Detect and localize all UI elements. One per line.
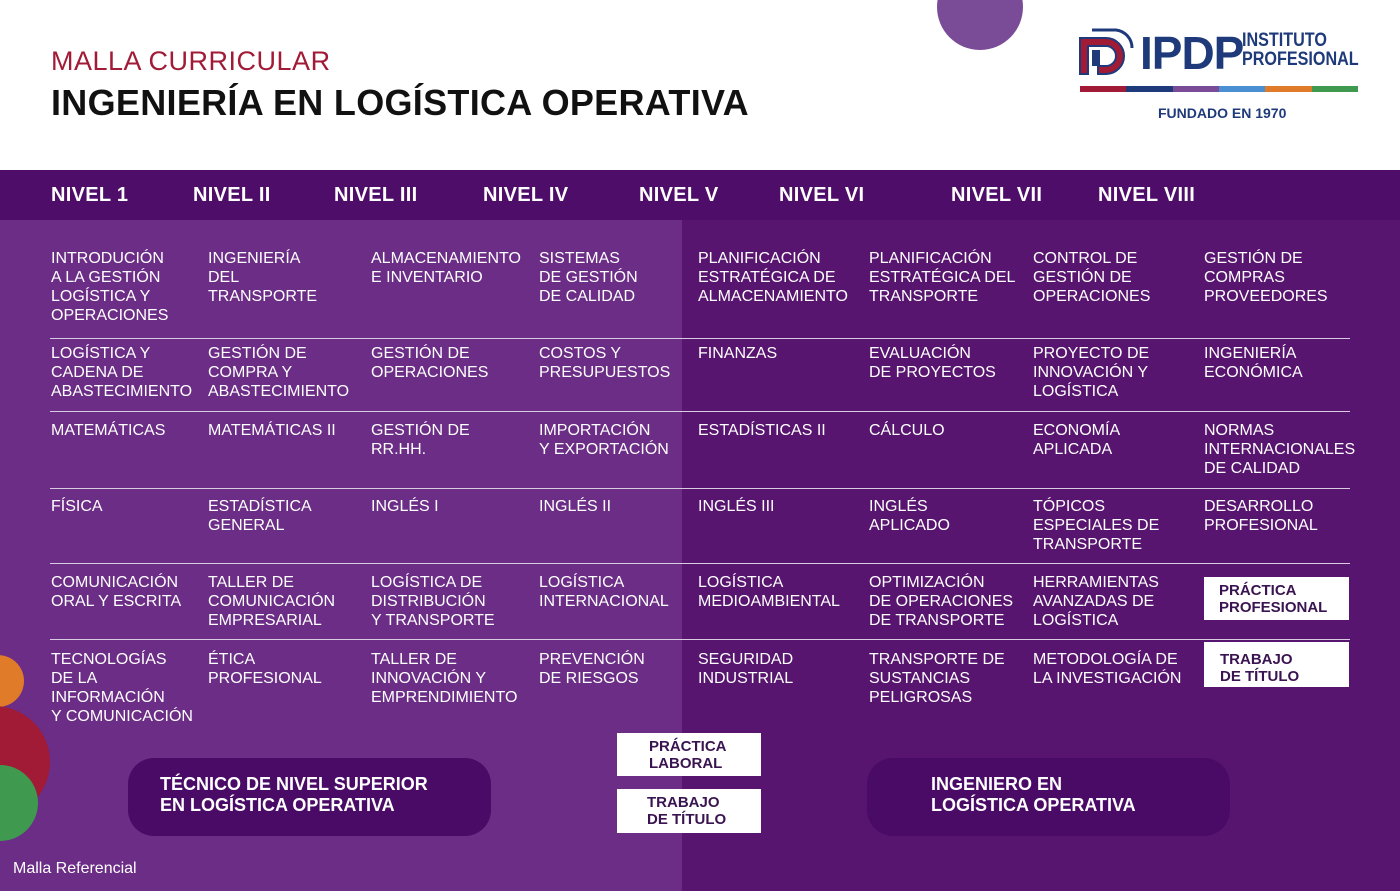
- row-divider: [50, 639, 1350, 640]
- course-item: LOGÍSTICA INTERNACIONAL: [539, 574, 669, 610]
- logo-line-2: PROFESIONAL: [1242, 49, 1359, 70]
- logo-line-1: INSTITUTO: [1242, 30, 1327, 51]
- course-item: COSTOS Y PRESUPUESTOS: [539, 345, 671, 381]
- row-divider: [50, 488, 1350, 489]
- course-item: TALLER DE INNOVACIÓN Y EMPRENDIMIENTO: [371, 651, 518, 706]
- course-item: INGLÉS III: [698, 498, 775, 515]
- level-header: NIVEL VIII: [1098, 184, 1196, 206]
- course-item: INGENIERÍA ECONÓMICA: [1204, 345, 1303, 381]
- logo-stripe-segment: [1126, 86, 1172, 92]
- level-header: NIVEL V: [639, 184, 719, 206]
- logo-founded: FUNDADO EN 1970: [1158, 105, 1287, 121]
- course-item: PROYECTO DE INNOVACIÓN Y LOGÍSTICA: [1033, 345, 1150, 400]
- ipdp-logo: [1076, 26, 1358, 126]
- trabajo-titulo-final-box: TRABAJO DE TÍTULO: [1204, 642, 1349, 687]
- course-item: CONTROL DE GESTIÓN DE OPERACIONES: [1033, 250, 1151, 305]
- row-divider: [50, 563, 1350, 564]
- course-item: COMUNICACIÓN ORAL Y ESCRITA: [51, 574, 182, 610]
- logo-stripe-segment: [1080, 86, 1126, 92]
- header: [0, 0, 1400, 170]
- course-item: INGLÉS APLICADO: [869, 498, 950, 534]
- course-item: EVALUACIÓN DE PROYECTOS: [869, 345, 996, 381]
- course-item: IMPORTACIÓN Y EXPORTACIÓN: [539, 422, 669, 458]
- logo-institute-text: [1242, 31, 1359, 69]
- course-item: TECNOLOGÍAS DE LA INFORMACIÓN Y COMUNICACIÓN: [51, 651, 193, 725]
- course-item: GESTIÓN DE RR.HH.: [371, 422, 470, 458]
- course-item: PLANIFICACIÓN ESTRATÉGICA DEL TRANSPORTE: [869, 250, 1016, 305]
- logo-stripe-segment: [1312, 86, 1358, 92]
- degree-tecnico: TÉCNICO DE NIVEL SUPERIOR EN LOGÍSTICA OPERATIVA: [128, 758, 491, 836]
- course-item: INGENIERÍA DEL TRANSPORTE: [208, 250, 318, 305]
- course-item: FÍSICA: [51, 498, 103, 515]
- course-item: HERRAMIENTAS AVANZADAS DE LOGÍSTICA: [1033, 574, 1159, 629]
- course-item: MATEMÁTICAS: [51, 422, 166, 439]
- course-item: GESTIÓN DE COMPRA Y ABASTECIMIENTO: [208, 345, 350, 400]
- levels-bar: [0, 170, 1400, 220]
- ipdp-logo-icon: [1076, 28, 1134, 76]
- course-item: OPTIMIZACIÓN DE OPERACIONES DE TRANSPORTE: [869, 574, 1014, 629]
- course-item: CÁLCULO: [869, 422, 945, 439]
- course-item: SEGURIDAD INDUSTRIAL: [698, 651, 794, 687]
- page-subtitle: MALLA CURRICULAR: [51, 46, 331, 76]
- logo-stripe-segment: [1173, 86, 1219, 92]
- course-item: LOGÍSTICA DE DISTRIBUCIÓN Y TRANSPORTE: [371, 574, 495, 629]
- practica-laboral-box: PRÁCTICA LABORAL: [617, 733, 761, 776]
- course-item: ESTADÍSTICAS II: [698, 422, 826, 439]
- row-divider: [50, 411, 1350, 412]
- course-item: INGLÉS I: [371, 498, 439, 515]
- course-item: INGLÉS II: [539, 498, 612, 515]
- footer-note: Malla Referencial: [13, 860, 137, 877]
- row-divider: [50, 338, 1350, 339]
- logo-stripe-segment: [1219, 86, 1265, 92]
- course-item: LOGÍSTICA Y CADENA DE ABASTECIMIENTO: [51, 345, 193, 400]
- practica-profesional-box: PRÁCTICA PROFESIONAL: [1204, 577, 1349, 620]
- course-item: MATEMÁTICAS II: [208, 422, 336, 439]
- course-item: GESTIÓN DE COMPRAS PROVEEDORES: [1204, 250, 1328, 305]
- course-item: NORMAS INTERNACIONALES DE CALIDAD: [1204, 422, 1356, 477]
- level-header: NIVEL 1: [51, 184, 129, 206]
- course-item: INTRODUCIÓN A LA GESTIÓN LOGÍSTICA Y OPERACIONES: [51, 250, 169, 324]
- course-item: DESARROLLO PROFESIONAL: [1204, 498, 1318, 534]
- logo-stripe-segment: [1265, 86, 1311, 92]
- course-item: SISTEMAS DE GESTIÓN DE CALIDAD: [539, 250, 638, 305]
- level-header: NIVEL III: [334, 184, 418, 206]
- page-title: INGENIERÍA EN LOGÍSTICA OPERATIVA: [51, 82, 749, 123]
- course-item: ÉTICA PROFESIONAL: [208, 651, 322, 687]
- level-header: NIVEL VII: [951, 184, 1043, 206]
- course-item: PREVENCIÓN DE RIESGOS: [539, 651, 645, 687]
- course-item: TÓPICOS ESPECIALES DE TRANSPORTE: [1033, 498, 1160, 553]
- course-item: LOGÍSTICA MEDIOAMBIENTAL: [698, 574, 840, 610]
- level-header: NIVEL IV: [483, 184, 569, 206]
- logo-color-stripe: [1080, 86, 1358, 92]
- degree-ingeniero: INGENIERO EN LOGÍSTICA OPERATIVA: [867, 758, 1230, 836]
- course-item: METODOLOGÍA DE LA INVESTIGACIÓN: [1033, 651, 1182, 687]
- decorative-circle: [937, 0, 1023, 50]
- logo-brand: IPDP: [1140, 27, 1244, 79]
- course-item: ALMACENAMIENTO E INVENTARIO: [371, 250, 521, 286]
- level-header: NIVEL II: [193, 184, 271, 206]
- course-item: PLANIFICACIÓN ESTRATÉGICA DE ALMACENAMIENTO: [698, 250, 848, 305]
- course-item: ECONOMÍA APLICADA: [1033, 422, 1121, 458]
- trabajo-titulo-box: TRABAJO DE TÍTULO: [617, 789, 761, 833]
- course-item: GESTIÓN DE OPERACIONES: [371, 345, 489, 381]
- course-item: TRANSPORTE DE SUSTANCIAS PELIGROSAS: [869, 651, 1005, 706]
- course-item: TALLER DE COMUNICACIÓN EMPRESARIAL: [208, 574, 336, 629]
- level-header: NIVEL VI: [779, 184, 865, 206]
- course-item: ESTADÍSTICA GENERAL: [208, 498, 312, 534]
- course-item: FINANZAS: [698, 345, 778, 362]
